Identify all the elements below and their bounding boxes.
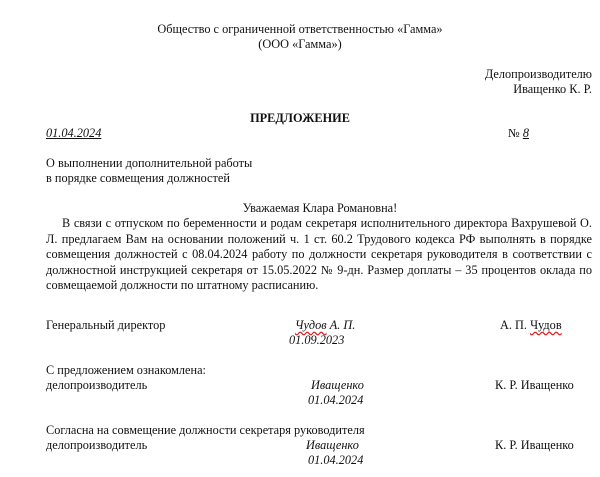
acknowledgement-label: С предложением ознакомлена: bbox=[46, 363, 206, 377]
watermark-mark bbox=[490, 468, 590, 477]
director-signature bbox=[295, 318, 355, 333]
organization-full-name: Общество с ограниченной ответственностью «Гамма» bbox=[157, 22, 443, 36]
director-sign-date: 01.09.2023 bbox=[289, 333, 345, 347]
consent-position: делопроизводитель bbox=[46, 438, 148, 452]
number-label: № bbox=[508, 126, 520, 140]
director-name bbox=[500, 318, 562, 333]
document-date: 01.04.2024 bbox=[46, 126, 102, 140]
director-name-surname: Чудов bbox=[530, 318, 562, 332]
addressee-position: Делопроизводителю bbox=[484, 67, 592, 81]
consent-name: К. Р. Иващенко bbox=[495, 438, 574, 452]
consent-date: 01.04.2024 bbox=[308, 453, 364, 467]
acknowledgement-signature: Иващенко bbox=[311, 378, 364, 392]
consent-signature: Иващенко bbox=[306, 438, 359, 452]
acknowledgement-position: делопроизводитель bbox=[46, 378, 148, 392]
document-number bbox=[508, 126, 529, 141]
director-signature-initials: А. П. bbox=[329, 318, 356, 332]
acknowledgement-name: К. Р. Иващенко bbox=[495, 378, 574, 392]
organization-short-name: (ООО «Гамма») bbox=[258, 37, 342, 51]
subject-line-2: в порядке совмещения должностей bbox=[46, 171, 230, 185]
document-title: ПРЕДЛОЖЕНИЕ bbox=[250, 111, 350, 125]
director-name-initials: А. П. bbox=[500, 318, 527, 332]
consent-label: Согласна на совмещение должности секретаря руководителя bbox=[46, 423, 365, 437]
director-position: Генеральный директор bbox=[46, 318, 166, 332]
subject-line-1: О выполнении дополнительной работы bbox=[46, 156, 253, 170]
director-signature-surname: Чудов bbox=[295, 318, 327, 332]
greeting: Уважаемая Клара Романовна! bbox=[242, 201, 398, 215]
acknowledgement-date: 01.04.2024 bbox=[308, 393, 364, 407]
body-paragraph: В связи с отпуском по беременности и родам секретаря исполнительного директора Вахрушевой О. Л. предлагаем Вам на основании положений ч. 1 ст. 60.2 Трудового кодекса РФ выполнять в порядке совмещения должностей с 08.04.2024 работу по должности секретаря руководителя в соответствии с должностной инструкцией секретаря от 15.05.2022 № 9-дн. Размер доплаты – 35 процентов оклада по совмещаемой должности по штатному расписанию. bbox=[46, 216, 592, 292]
addressee-name: Иващенко К. Р. bbox=[513, 82, 592, 96]
number-value: 8 bbox=[522, 126, 529, 140]
